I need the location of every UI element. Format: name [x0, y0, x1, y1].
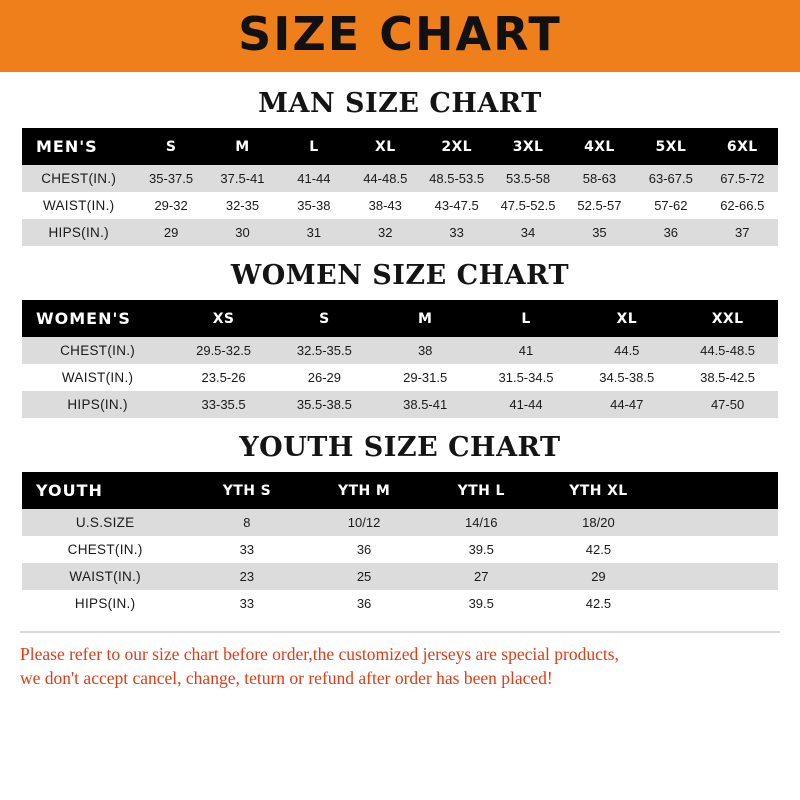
cell: 41-44 [278, 165, 349, 192]
men-section-title: MAN SIZE CHART [258, 88, 542, 119]
row-label-waist: WAIST(IN.) [22, 192, 135, 219]
col-header-2xl: 2XL [421, 128, 492, 165]
cell: 29 [540, 563, 657, 590]
col-header-l: L [278, 128, 349, 165]
cell: 44-47 [576, 391, 677, 418]
cell: 35-37.5 [135, 165, 206, 192]
col-header-m: M [207, 128, 278, 165]
cell: 36 [305, 590, 422, 617]
cell: 30 [207, 219, 278, 246]
cell: 18/20 [540, 509, 657, 536]
cell-spacer [657, 509, 778, 536]
col-header-5xl: 5XL [635, 128, 706, 165]
table-row [22, 590, 778, 617]
row-label-hips: HIPS(IN.) [22, 391, 173, 418]
col-header-spacer [657, 472, 778, 509]
cell: 31 [278, 219, 349, 246]
cell: 41-44 [476, 391, 577, 418]
cell: 42.5 [540, 536, 657, 563]
cell: 48.5-53.5 [421, 165, 492, 192]
col-header-yth-l: YTH L [423, 472, 540, 509]
cell: 38-43 [350, 192, 421, 219]
table-header-row [22, 128, 778, 165]
cell: 26-29 [274, 364, 375, 391]
row-label-chest: CHEST(IN.) [22, 337, 173, 364]
col-header-xs: XS [173, 300, 274, 337]
col-header-mens: MEN'S [22, 128, 135, 165]
row-label-hips: HIPS(IN.) [22, 590, 188, 617]
cell: 38.5-41 [375, 391, 476, 418]
col-header-s: S [274, 300, 375, 337]
col-header-m: M [375, 300, 476, 337]
cell: 33 [421, 219, 492, 246]
header-banner [0, 0, 800, 72]
cell: 37.5-41 [207, 165, 278, 192]
cell-spacer [657, 536, 778, 563]
cell: 31.5-34.5 [476, 364, 577, 391]
col-header-xxl: XXL [677, 300, 778, 337]
cell: 36 [305, 536, 422, 563]
col-header-yth-xl: YTH XL [540, 472, 657, 509]
col-header-womens: WOMEN'S [22, 300, 173, 337]
col-header-yth-s: YTH S [188, 472, 305, 509]
table-header-row [22, 300, 778, 337]
cell: 34 [492, 219, 563, 246]
cell: 8 [188, 509, 305, 536]
men-size-table [22, 128, 778, 246]
row-label-chest: CHEST(IN.) [22, 165, 135, 192]
cell: 53.5-58 [492, 165, 563, 192]
row-label-chest: CHEST(IN.) [22, 536, 188, 563]
youth-size-table [22, 472, 778, 617]
cell: 29-32 [135, 192, 206, 219]
cell: 33 [188, 536, 305, 563]
cell: 57-62 [635, 192, 706, 219]
banner-right-fill [762, 0, 800, 72]
col-header-youth: YOUTH [22, 472, 188, 509]
cell: 32.5-35.5 [274, 337, 375, 364]
page-title: SIZE CHART [238, 7, 562, 61]
cell: 44-48.5 [350, 165, 421, 192]
col-header-6xl: 6XL [707, 128, 778, 165]
cell: 32-35 [207, 192, 278, 219]
cell-spacer [657, 563, 778, 590]
cell: 44.5 [576, 337, 677, 364]
cell: 38.5-42.5 [677, 364, 778, 391]
cell: 34.5-38.5 [576, 364, 677, 391]
table-header-row [22, 472, 778, 509]
banner-left-fill [0, 0, 38, 72]
row-label-us-size: U.S.SIZE [22, 509, 188, 536]
women-section-title: WOMEN SIZE CHART [230, 260, 570, 291]
cell: 25 [305, 563, 422, 590]
col-header-xl: XL [350, 128, 421, 165]
cell: 27 [423, 563, 540, 590]
cell: 29.5-32.5 [173, 337, 274, 364]
cell: 58-63 [564, 165, 635, 192]
cell: 10/12 [305, 509, 422, 536]
cell: 37 [707, 219, 778, 246]
table-row [22, 337, 778, 364]
cell: 35.5-38.5 [274, 391, 375, 418]
table-row [22, 509, 778, 536]
cell-spacer [657, 590, 778, 617]
table-row [22, 219, 778, 246]
cell: 43-47.5 [421, 192, 492, 219]
women-size-table [22, 300, 778, 418]
cell: 47-50 [677, 391, 778, 418]
col-header-s: S [135, 128, 206, 165]
row-label-waist: WAIST(IN.) [22, 364, 173, 391]
cell: 29-31.5 [375, 364, 476, 391]
cell: 47.5-52.5 [492, 192, 563, 219]
footer-line-2: we don't accept cancel, change, teturn or refund after order has been placed! [20, 667, 553, 688]
cell: 32 [350, 219, 421, 246]
cell: 39.5 [423, 536, 540, 563]
cell: 42.5 [540, 590, 657, 617]
chart-content [0, 88, 800, 617]
table-row [22, 165, 778, 192]
row-label-hips: HIPS(IN.) [22, 219, 135, 246]
youth-section-title: YOUTH SIZE CHART [239, 432, 561, 463]
table-row [22, 536, 778, 563]
footer-line-1: Please refer to our size chart before order,the customized jerseys are special products, [20, 644, 619, 664]
cell: 41 [476, 337, 577, 364]
table-row [22, 364, 778, 391]
cell: 67.5-72 [707, 165, 778, 192]
footer-disclaimer [20, 631, 780, 690]
cell: 23 [188, 563, 305, 590]
col-header-4xl: 4XL [564, 128, 635, 165]
row-label-waist: WAIST(IN.) [22, 563, 188, 590]
col-header-xl: XL [576, 300, 677, 337]
cell: 35 [564, 219, 635, 246]
col-header-yth-m: YTH M [305, 472, 422, 509]
table-row [22, 391, 778, 418]
table-row [22, 563, 778, 590]
cell: 23.5-26 [173, 364, 274, 391]
banner-center [38, 0, 762, 72]
cell: 52.5-57 [564, 192, 635, 219]
cell: 63-67.5 [635, 165, 706, 192]
table-row [22, 192, 778, 219]
cell: 33 [188, 590, 305, 617]
cell: 38 [375, 337, 476, 364]
cell: 33-35.5 [173, 391, 274, 418]
cell: 29 [135, 219, 206, 246]
col-header-l: L [476, 300, 577, 337]
cell: 62-66.5 [707, 192, 778, 219]
cell: 39.5 [423, 590, 540, 617]
cell: 44.5-48.5 [677, 337, 778, 364]
col-header-3xl: 3XL [492, 128, 563, 165]
cell: 36 [635, 219, 706, 246]
cell: 14/16 [423, 509, 540, 536]
cell: 35-38 [278, 192, 349, 219]
